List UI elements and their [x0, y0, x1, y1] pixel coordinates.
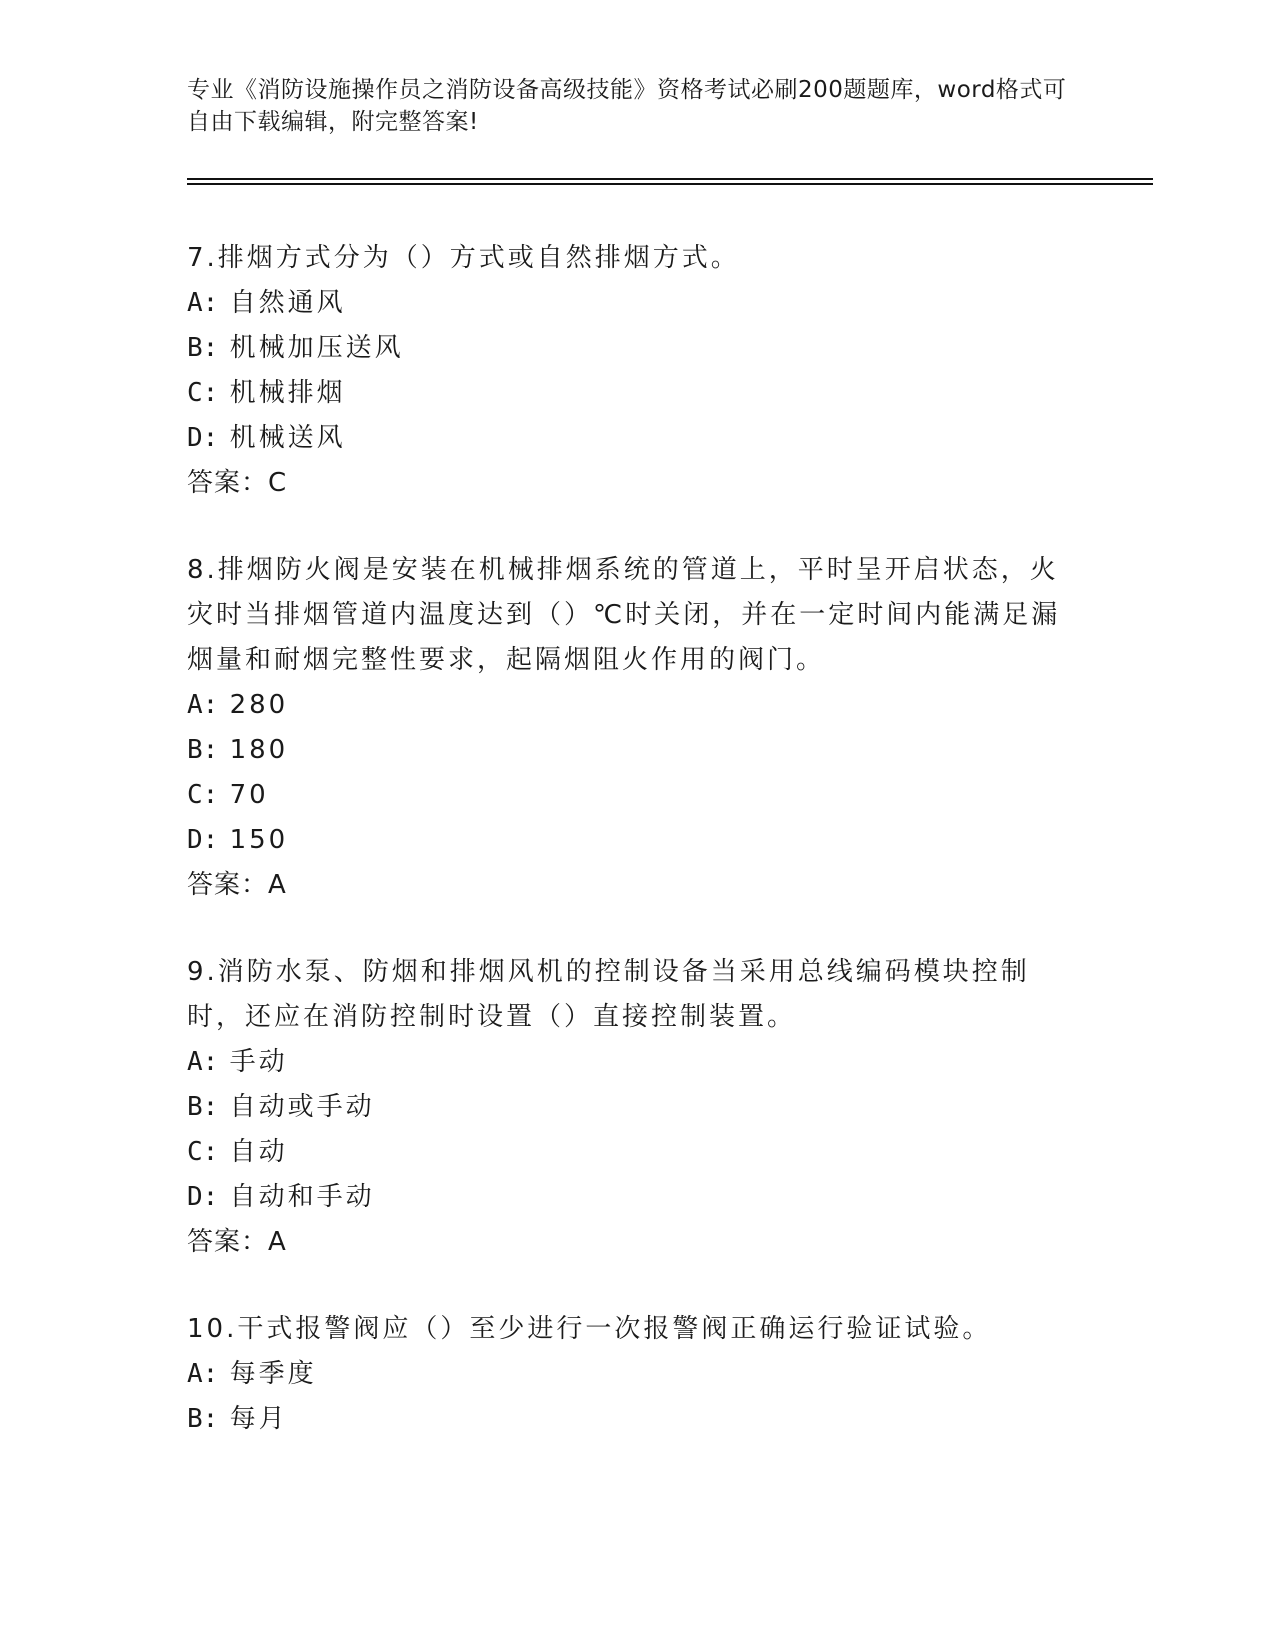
option-text: 280 — [229, 690, 289, 720]
header-divider-top — [187, 178, 1153, 180]
option-c — [187, 1130, 1087, 1175]
option-c — [187, 773, 1087, 818]
option-letter: C: — [187, 1137, 219, 1167]
option-letter: B: — [187, 1092, 219, 1122]
option-text: 70 — [229, 780, 269, 810]
question-10 — [187, 1307, 1087, 1442]
option-text: 自动和手动 — [229, 1182, 375, 1212]
option-letter: D: — [187, 423, 219, 453]
option-text: 每季度 — [229, 1359, 317, 1389]
option-letter: A: — [187, 690, 219, 720]
question-8 — [187, 548, 1087, 908]
question-text: 10.干式报警阀应（）至少进行一次报警阀正确运行验证试验。 — [187, 1314, 992, 1344]
question-text: 8.排烟防火阀是安装在机械排烟系统的管道上，平时呈开启状态，火灾时当排烟管道内温度达到（）℃时关闭，并在一定时间内能满足漏烟量和耐烟完整性要求，起隔烟阻火作用的阀门。 — [187, 555, 1061, 675]
option-letter: D: — [187, 1182, 219, 1212]
option-a — [187, 1352, 1087, 1397]
document-header: 专业《消防设施操作员之消防设备高级技能》资格考试必刷200题题库，word格式可自由下载编辑，附完整答案! — [187, 77, 1067, 135]
option-b — [187, 728, 1087, 773]
option-text: 每月 — [229, 1404, 288, 1434]
option-text: 180 — [229, 735, 289, 765]
answer-line: 答案：C — [187, 468, 288, 498]
answer-line: 答案：A — [187, 1227, 287, 1257]
option-b — [187, 326, 1087, 371]
question-text: 9.消防水泵、防烟和排烟风机的控制设备当采用总线编码模块控制时，还应在消防控制时设置（）直接控制装置。 — [187, 957, 1030, 1032]
option-text: 机械加压送风 — [229, 333, 404, 363]
question-7 — [187, 236, 1087, 506]
option-d — [187, 416, 1087, 461]
option-text: 自动或手动 — [229, 1092, 375, 1122]
option-letter: A: — [187, 1359, 219, 1389]
question-9 — [187, 950, 1087, 1265]
option-text: 自然通风 — [229, 288, 346, 318]
option-a — [187, 683, 1087, 728]
option-text: 自动 — [229, 1137, 288, 1167]
option-d — [187, 818, 1087, 863]
header-divider-bottom — [187, 183, 1153, 185]
option-letter: B: — [187, 1404, 219, 1434]
option-d — [187, 1175, 1087, 1220]
option-a — [187, 281, 1087, 326]
option-letter: C: — [187, 378, 219, 408]
option-letter: A: — [187, 1047, 219, 1077]
option-text: 机械送风 — [229, 423, 346, 453]
answer-line: 答案：A — [187, 870, 287, 900]
question-text: 7.排烟方式分为（）方式或自然排烟方式。 — [187, 243, 740, 273]
question-list — [187, 236, 1087, 1484]
option-b — [187, 1085, 1087, 1130]
option-letter: D: — [187, 825, 219, 855]
option-letter: C: — [187, 780, 219, 810]
option-a — [187, 1040, 1087, 1085]
option-letter: B: — [187, 333, 219, 363]
option-b — [187, 1397, 1087, 1442]
option-letter: A: — [187, 288, 219, 318]
option-c — [187, 371, 1087, 416]
option-text: 150 — [229, 825, 289, 855]
option-text: 机械排烟 — [229, 378, 346, 408]
option-letter: B: — [187, 735, 219, 765]
option-text: 手动 — [229, 1047, 288, 1077]
